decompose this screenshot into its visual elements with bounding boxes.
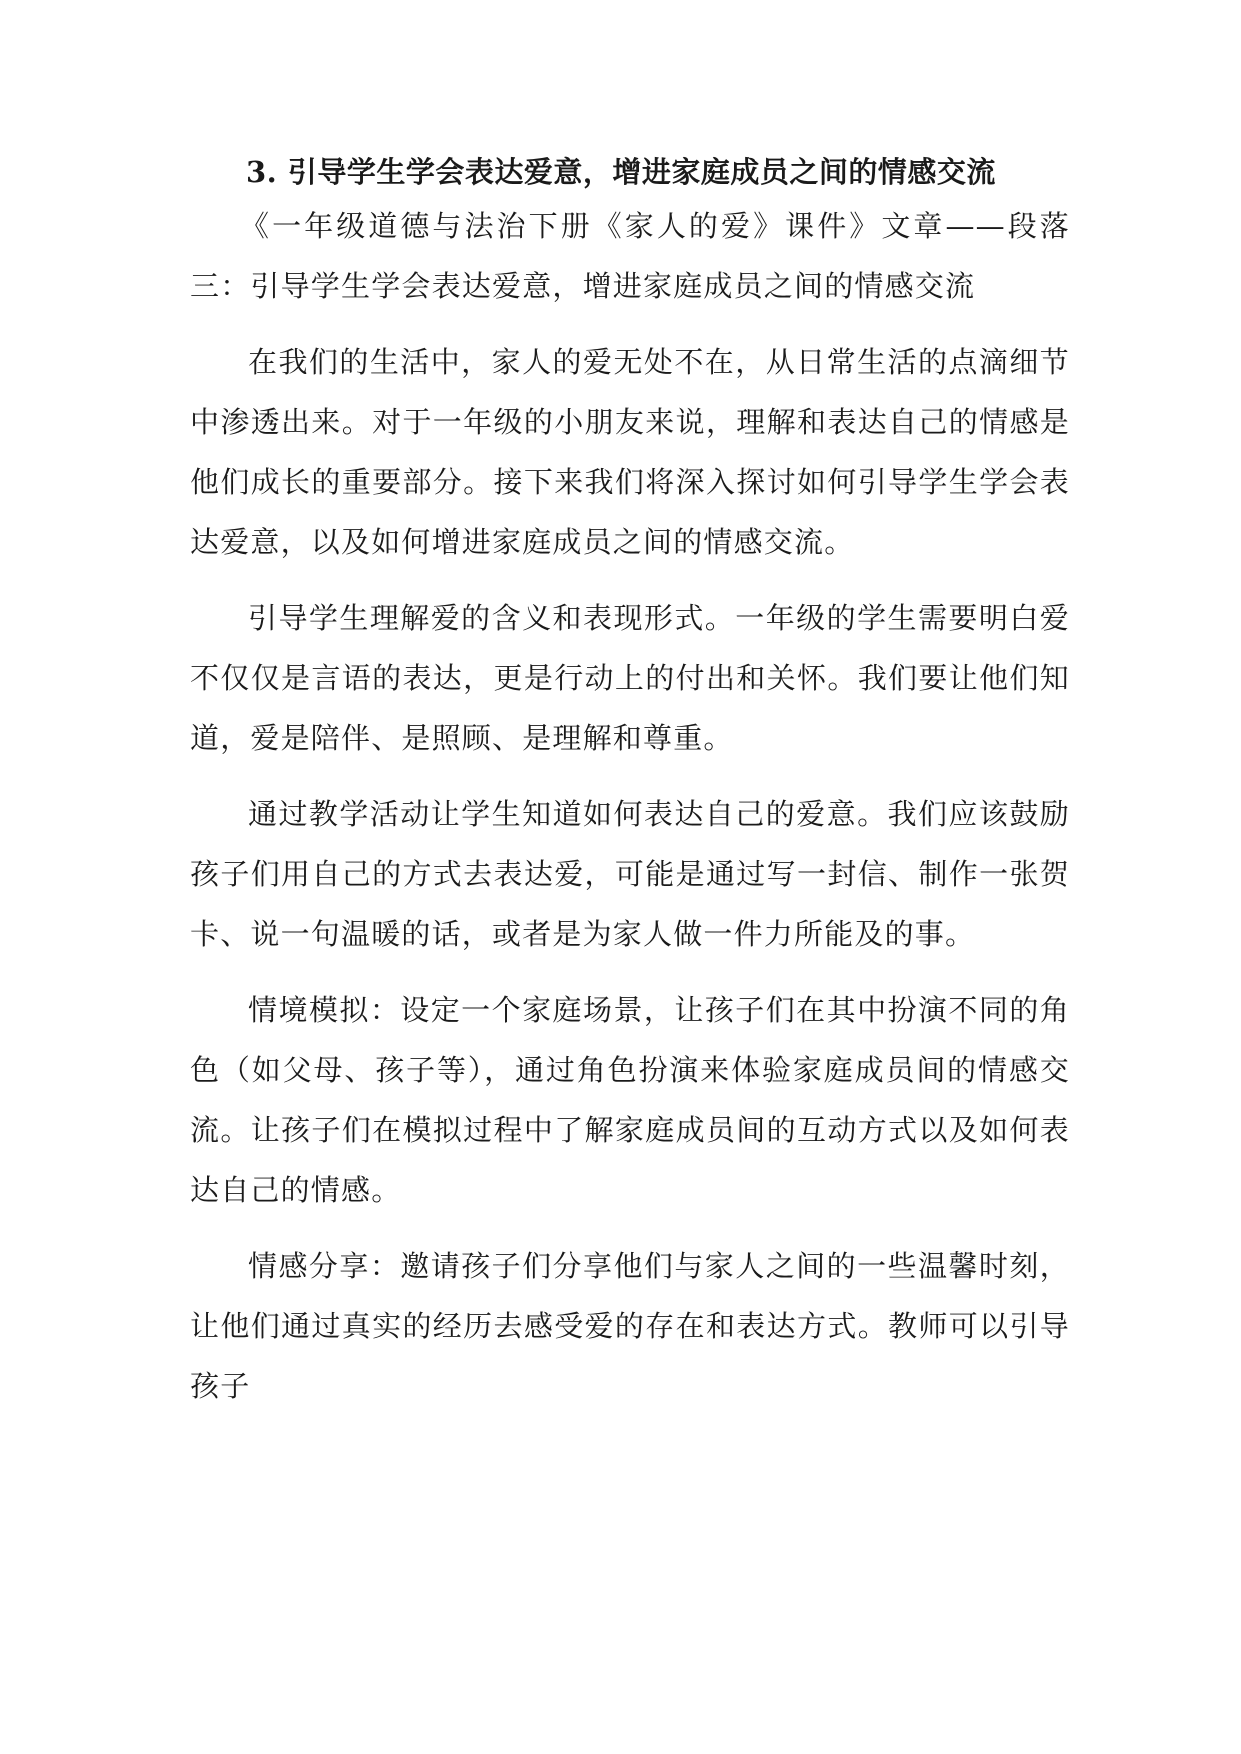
paragraph-role-play: 情境模拟：设定一个家庭场景，让孩子们在其中扮演不同的角色（如父母、孩子等），通过角色扮演来体验家庭成员间的情感交流。让孩子们在模拟过程中了解家庭成员间的互动方式以及如何表达自己的情感。 [190,993,1070,1207]
paragraph-meaning-of-love: 引导学生理解爱的含义和表现形式。一年级的学生需要明白爱不仅仅是言语的表达，更是行动上的付出和关怀。我们要让他们知道，爱是陪伴、是照顾、是理解和尊重。 [190,601,1070,755]
paragraph-expressing-love: 通过教学活动让学生知道如何表达自己的爱意。我们应该鼓励孩子们用自己的方式去表达爱，可能是通过写一封信、制作一张贺卡、说一句温暖的话，或者是为家人做一件力所能及的事。 [190,797,1070,951]
paragraph-emotion-sharing: 情感分享：邀请孩子们分享他们与家人之间的一些温馨时刻，让他们通过真实的经历去感受爱的存在和表达方式。教师可以引导孩子 [190,1249,1070,1403]
document-body [190,196,1070,1432]
section-heading: 3. 引导学生学会表达爱意，增进家庭成员之间的情感交流 [246,155,996,189]
paragraph-article-title: 《一年级道德与法治下册《家人的爱》课件》文章——段落三：引导学生学会表达爱意，增进家庭成员之间的情感交流 [190,209,1070,303]
paragraph-introduction: 在我们的生活中，家人的爱无处不在，从日常生活的点滴细节中渗透出来。对于一年级的小朋友来说，理解和表达自己的情感是他们成长的重要部分。接下来我们将深入探讨如何引导学生学会表达爱意，以及如何增进家庭成员之间的情感交流。 [190,345,1070,559]
